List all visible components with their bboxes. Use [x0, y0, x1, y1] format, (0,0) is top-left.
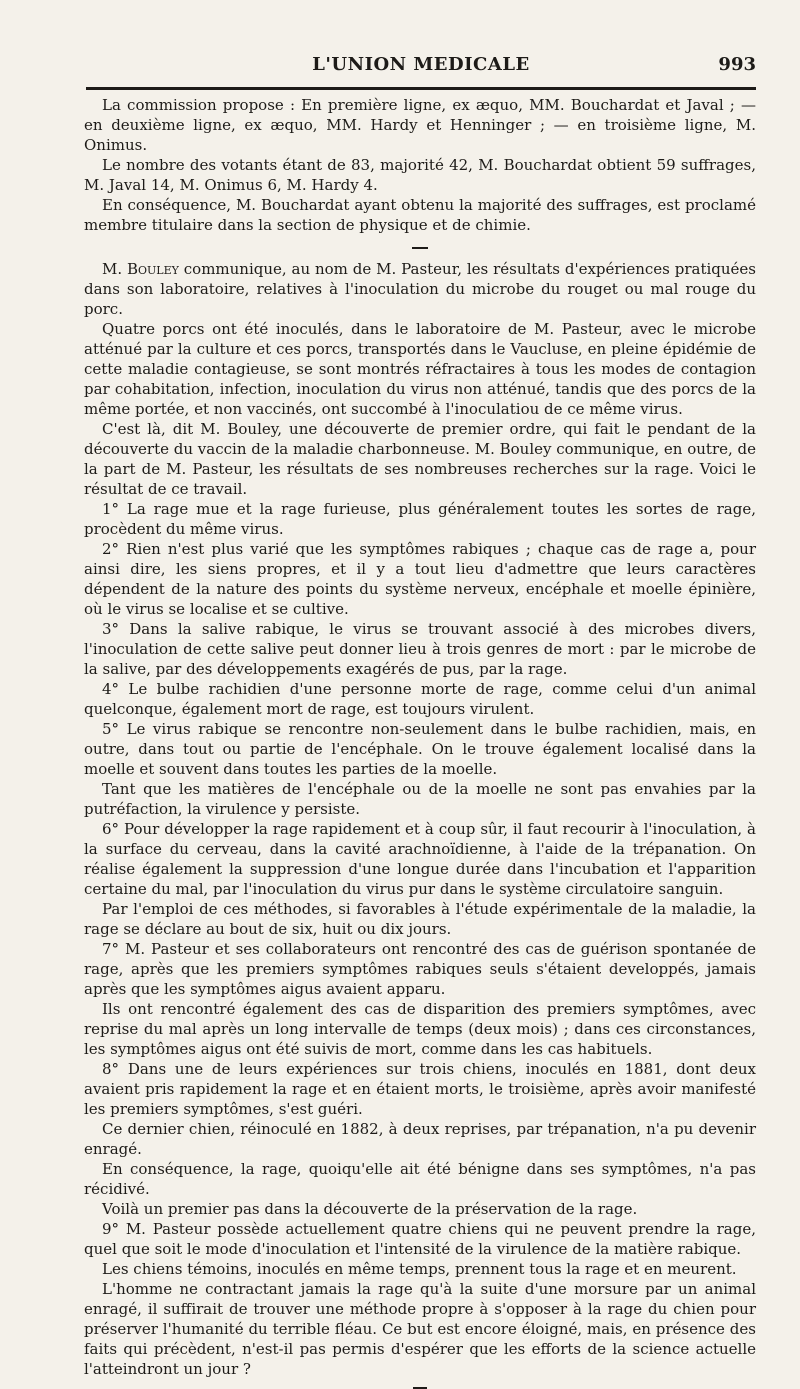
intro-text: communique, au nom de M. Pasteur, les résultats d'expériences pratiquées dans son laboratoire, relatives à l'inoculation du microbe du rouget ou mal rouge du porc. — [84, 260, 756, 318]
paragraph: L'homme ne contractant jamais la rage qu'à la suite d'une morsure par un animal enragé, il suffirait de trouver une méthode propre à s'opposer à la rage du chien pour préserver l'humanité du terrible fléau. Ce but est encore éloigné, mais, en présence des faits qui précèdent, n'est-il pas permis d'espérer que les efforts de la science actuelle l'atteindront un jour ? — [84, 1280, 756, 1378]
paragraph: Par l'emploi de ces méthodes, si favorables à l'étude expérimentale de la maladie, la rage se déclare au bout de six, huit ou dix jours. — [84, 900, 756, 938]
paragraph: Ils ont rencontré également des cas de disparition des premiers symptômes, avec reprise du mal après un long intervalle de temps (deux mois) ; dans ces circonstances, les symptômes aigus ont été suivis de mort, comme dans les cas habituels. — [84, 1000, 756, 1058]
paragraph: 6° Pour développer la rage rapidement et à coup sûr, il faut recourir à l'inoculation, à la surface du cerveau, dans la cavité arachnoïdienne, à l'aide de la trépanation. On réalise également la suppression d'une longue durée dans l'incubation et l'apparition certaine du mal, par l'inoculation du virus pur dans le système circulatoire sanguin. — [84, 820, 756, 898]
paragraph: 3° Dans la salive rabique, le virus se trouvant associé à des microbes divers, l'inoculation de cette salive peut donner lieu à trois genres de mort : par le microbe de la salive, par des développements exagérés de pus, par la rage. — [84, 620, 756, 678]
running-title: L'UNION MEDICALE — [312, 54, 530, 75]
paragraph: 7° M. Pasteur et ses collaborateurs ont rencontré des cas de guérison spontanée de rage, après que les premiers symptômes rabiques seuls s'étaient developpés, jamais après que les symptômes aigus avaient apparu. — [84, 940, 756, 998]
paragraph: 9° M. Pasteur possède actuellement quatre chiens qui ne peuvent prendre la rage, quel que soit le mode d'inoculation et l'intensité de la virulence de la matière rabique. — [84, 1220, 756, 1258]
paragraph: 5° Le virus rabique se rencontre non-seulement dans le bulbe rachidien, mais, en outre, dans tout ou partie de l'encéphale. On le trouve également localisé dans la moelle et souvent dans toutes les parties de la moelle. — [84, 720, 756, 778]
paragraph: Le nombre des votants étant de 83, majorité 42, M. Bouchardat obtient 59 suffrages, M. Javal 14, M. Onimus 6, M. Hardy 4. — [84, 156, 756, 194]
section-separator — [412, 247, 428, 249]
paragraph: En conséquence, la rage, quoiqu'elle ait été bénigne dans ses symptômes, n'a pas récidivé. — [84, 1160, 756, 1198]
page-number: 993 — [718, 54, 756, 75]
paragraph: Voilà un premier pas dans la découverte de la préservation de la rage. — [102, 1200, 638, 1218]
paragraph: En conséquence, M. Bouchardat ayant obtenu la majorité des suffrages, est proclamé membre titulaire dans la section de physique et de chimie. — [84, 196, 756, 234]
paragraph: La commission propose : En première ligne, ex æquo, MM. Bouchardat et Javal ; — en deuxième ligne, ex æquo, MM. Hardy et Henninger ; — en troisième ligne, M. Onimus. — [84, 96, 756, 154]
paragraph: 1° La rage mue et la rage furieuse, plus généralement toutes les sortes de rage, procèdent du même virus. — [84, 500, 756, 538]
paragraph: 2° Rien n'est plus varié que les symptômes rabiques ; chaque cas de rage a, pour ainsi dire, les siens propres, et il y a tout lieu d'admettre que leurs caractères dépendent de la nature des points du système nerveux, encéphale et moelle épinière, où le virus se localise et se cultive. — [84, 540, 756, 618]
header-rule — [86, 87, 756, 90]
speaker-name: M. Bouley — [102, 260, 179, 278]
paragraph-intro — [84, 259, 756, 319]
article-body — [84, 95, 756, 1389]
paragraph: 8° Dans une de leurs expériences sur trois chiens, inoculés en 1881, dont deux avaient pris rapidement la rage et en étaient morts, le troisième, après avoir manifesté les premiers symptômes, s'est guéri. — [84, 1060, 756, 1118]
paragraph: Ce dernier chien, réinoculé en 1882, à deux reprises, par trépanation, n'a pu devenir enragé. — [84, 1120, 756, 1158]
paragraph: Les chiens témoins, inoculés en même temps, prennent tous la rage et en meurent. — [102, 1260, 737, 1278]
page-header — [86, 50, 756, 84]
paragraph: 4° Le bulbe rachidien d'une personne morte de rage, comme celui d'un animal quelconque, également mort de rage, est toujours virulent. — [84, 680, 756, 718]
paragraph: Tant que les matières de l'encéphale ou de la moelle ne sont pas envahies par la putréfaction, la virulence y persiste. — [84, 780, 756, 818]
paragraph: C'est là, dit M. Bouley, une découverte de premier ordre, qui fait le pendant de la découverte du vaccin de la maladie charbonneuse. M. Bouley communique, en outre, de la part de M. Pasteur, les résultats de ses nombreuses recherches sur la rage. Voici le résultat de ce travail. — [84, 420, 757, 498]
paragraph: Quatre porcs ont été inoculés, dans le laboratoire de M. Pasteur, avec le microbe atténué par la culture et ces porcs, transportés dans le Vaucluse, en pleine épidémie de cette maladie contagieuse, se sont montrés réfractaires à tous les modes de contagion par cohabitation, infection, inoculation du virus non atténué, tandis que des porcs de la même portée, et non vaccinés, ont succombé à l'inoculatiou de ce même virus. — [84, 320, 756, 418]
